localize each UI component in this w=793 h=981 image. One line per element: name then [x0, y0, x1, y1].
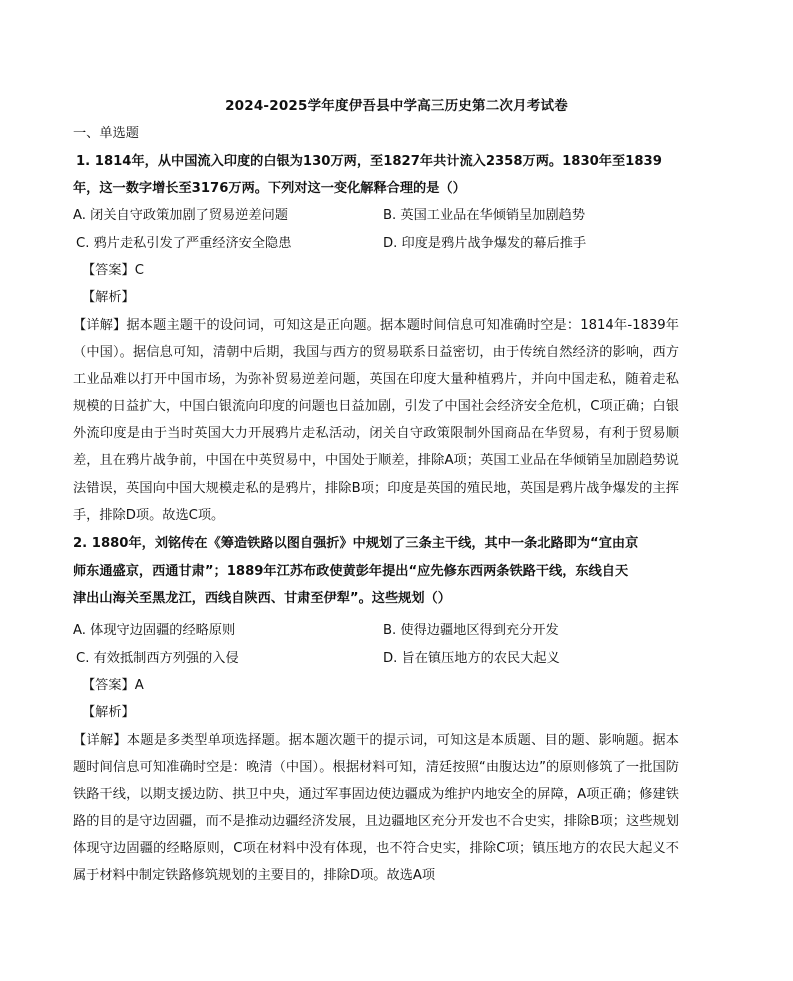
question-1-analysis-label: 【解析】 [82, 290, 135, 305]
question-1-option-a: A. 闭关自守政策加剧了贸易逆差问题 [73, 208, 288, 223]
question-1-answer: 【答案】C [82, 263, 144, 278]
section-heading: 一、单选题 [73, 126, 139, 141]
question-1-detail: 【详解】据本题主题干的设问词，可知这是正向题。据本题时间信息可知准确时空是：1814年-1839年（中国）。据信息可知，清朝中后期，我国与西方的贸易联系日益密切，由于传统自然经济的影响，西方工业品难以打开中国市场，为弥补贸易逆差问题，英国在印度大量种植鸦片，并向中国走私，随着走私规模的日益扩大，中国白银流向印度的问题也日益加剧，引发了中国社会经济安全危机，C项正确；白银外流印度是由于当时英国大力开展鸦片走私活动，闭关自守政策限制外国商品在华贸易，有利于贸易顺差，且在鸦片战争前，中国在中英贸易中，中国处于顺差，排除A项；英国工业品在华倾销呈加剧趋势说法错误，英国向中国大规模走私的是鸦片，排除B项；印度是英国的殖民地，英国是鸦片战争爆发的主挥手，排除D项。故选C项。 [73, 318, 679, 523]
question-2-option-b: B. 使得边疆地区得到充分开发 [383, 623, 559, 638]
question-1-stem-line-2: 年，这一数字增长至3176万两。下列对这一变化解释合理的是（） [73, 181, 466, 196]
question-2-option-a: A. 体现守边固疆的经略原则 [73, 623, 236, 638]
question-1-option-c: C. 鸦片走私引发了严重经济安全隐患 [76, 236, 292, 251]
question-2-answer: 【答案】A [82, 678, 144, 693]
question-2-stem-line-1: 2. 1880年，刘铭传在《筹造铁路以图自强折》中规划了三条主干线，其中一条北路即为“宜由京 [73, 536, 639, 551]
question-2-analysis-label: 【解析】 [82, 705, 135, 720]
question-1-option-d: D. 印度是鸦片战争爆发的幕后推手 [383, 236, 587, 251]
question-2-detail: 【详解】本题是多类型单项选择题。据本题次题干的提示词，可知这是本质题、目的题、影响题。据本题时间信息可知准确时空是：晚清（中国）。根据材料可知，清廷按照“由腹达边”的原则修筑了一批国防铁路干线，以期支援边防、拱卫中央，通过军事固边使边疆成为维护内地安全的屏障，A项正确；修建铁路的目的是守边固疆，而不是推动边疆经济发展，且边疆地区充分开发也不合史实，排除B项；这些规划体现守边固疆的经略原则，C项在材料中没有体现，也不符合史实，排除C项；镇压地方的农民大起义不属于材料中制定铁路修筑规划的主要目的，排除D项。故选A项 [73, 733, 679, 884]
question-2-stem-line-2: 师东通盛京，西通甘肃”；1889年江苏布政使黄彭年提出“应先修东西两条铁路干线，东线自天 [73, 564, 629, 579]
question-2-stem-line-3: 津出山海关至黑龙江，西线自陕西、甘肃至伊犁”。这些规划（） [73, 591, 451, 606]
question-1-stem-line-1: 1. 1814年，从中国流入印度的白银为130万两，至1827年共计流入2358万两。1830年至1839 [76, 154, 662, 169]
document-title: 2024-2025学年度伊吾县中学高三历史第二次月考试卷 [225, 98, 568, 114]
question-2-option-d: D. 旨在镇压地方的农民大起义 [383, 651, 560, 666]
question-2-option-c: C. 有效抵制西方列强的入侵 [76, 651, 239, 666]
question-1-option-b: B. 英国工业品在华倾销呈加剧趋势 [383, 208, 586, 223]
